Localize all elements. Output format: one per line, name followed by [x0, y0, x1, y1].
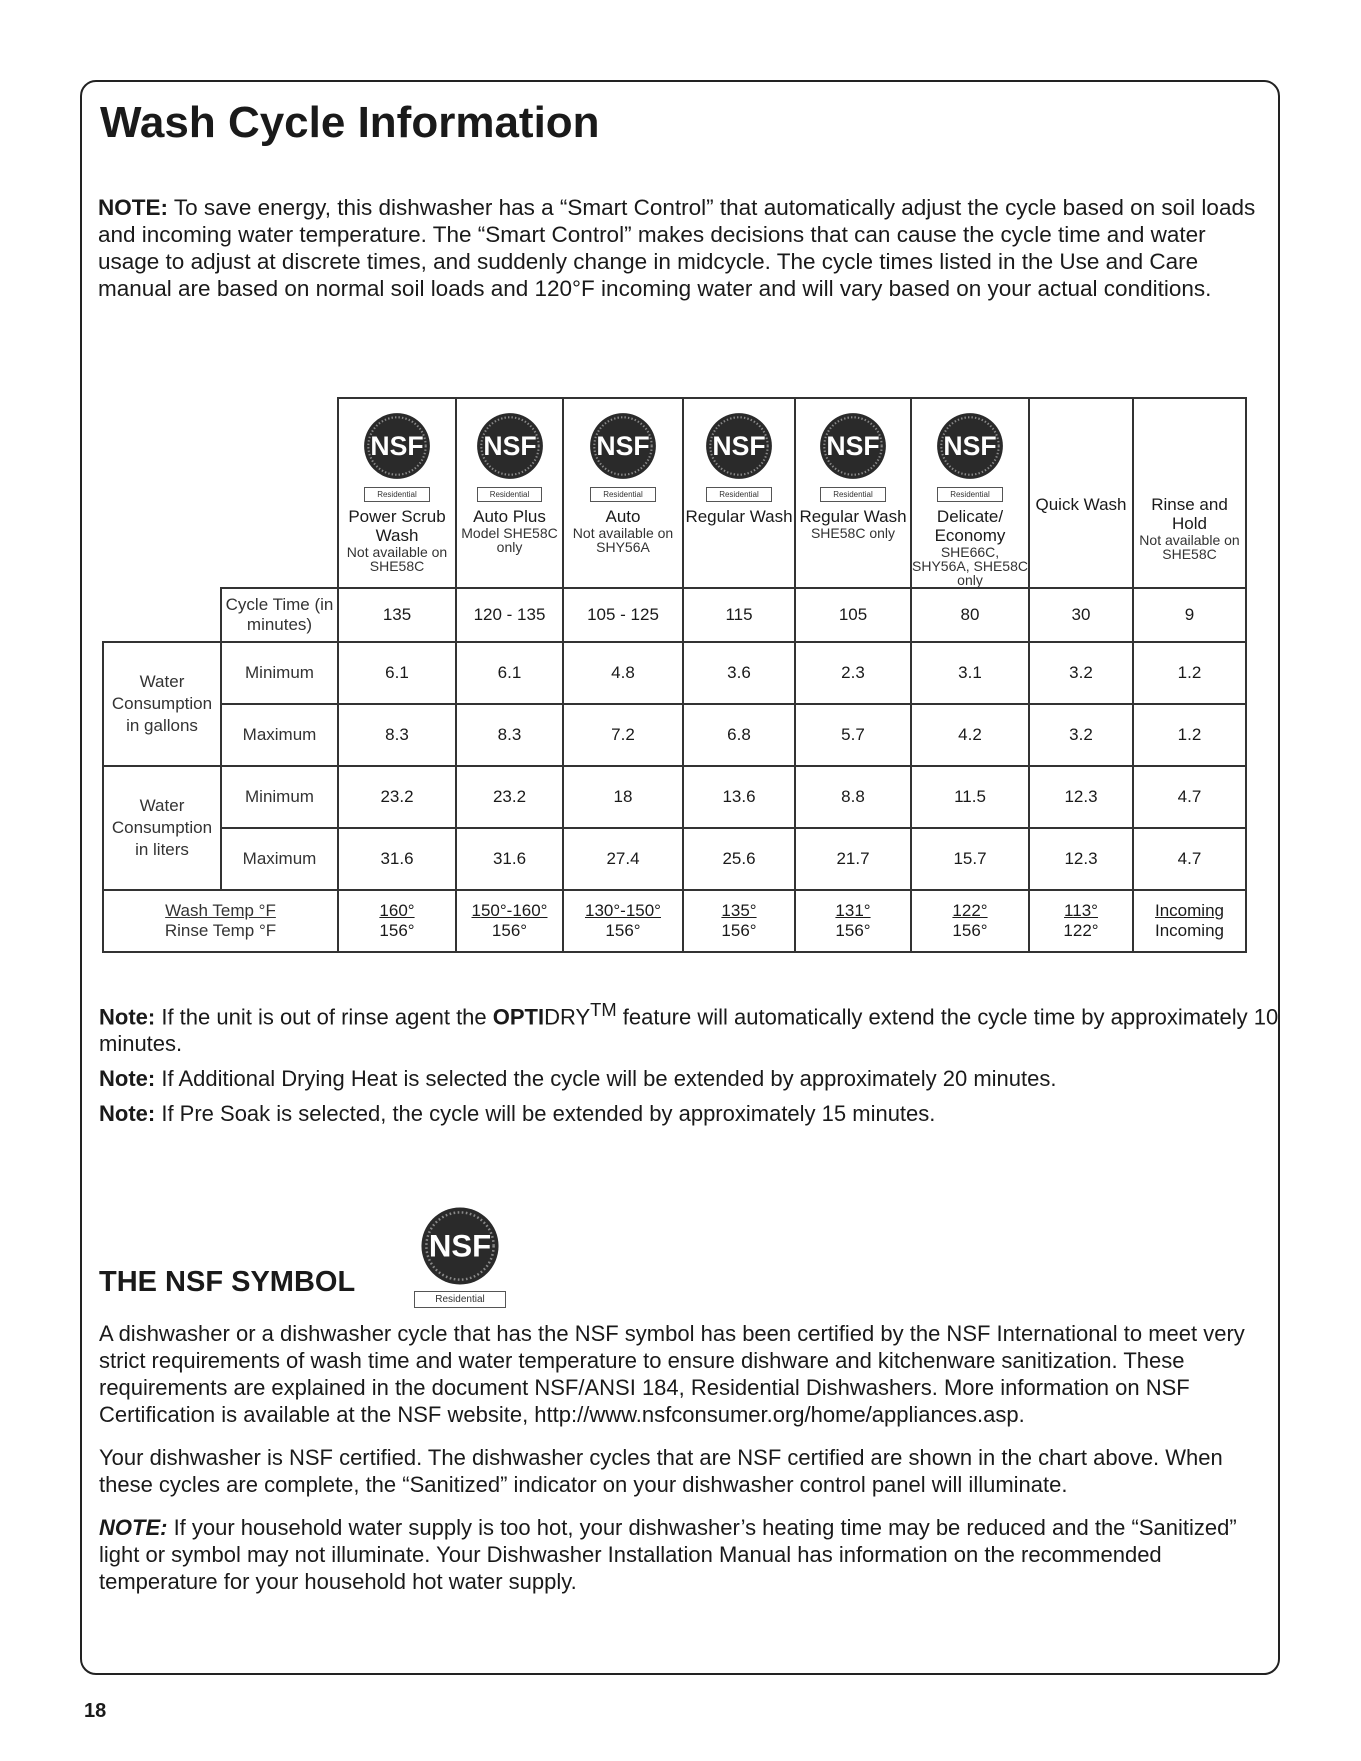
- liters-max-row: [103, 828, 1246, 890]
- gallons-min-cell: 3.6: [683, 642, 795, 704]
- wash-cycle-table: [102, 397, 1247, 953]
- cycle-header: [795, 398, 911, 588]
- svg-text:NSF: NSF: [596, 431, 650, 462]
- nsf-symbol-logo: [405, 1205, 515, 1308]
- gallons-min-cell: 2.3: [795, 642, 911, 704]
- liters-min-cell: 11.5: [911, 766, 1029, 828]
- trademark: TM: [590, 999, 617, 1020]
- cycle-notes: [99, 996, 1279, 1135]
- liters-min-cell: 23.2: [456, 766, 563, 828]
- svg-text:NSF: NSF: [370, 431, 424, 462]
- liters-min-row: [103, 766, 1246, 828]
- nsf-badge-icon: [588, 411, 658, 481]
- liters-min-cell: 12.3: [1029, 766, 1133, 828]
- optidry-brand: OPTI: [492, 1004, 545, 1030]
- cycle-time-cell: 30: [1029, 588, 1133, 642]
- gallons-max-cell: 1.2: [1133, 704, 1246, 766]
- residential-label: Residential: [937, 487, 1003, 502]
- gallons-min-cell: 3.1: [911, 642, 1029, 704]
- liters-max-cell: 4.7: [1133, 828, 1246, 890]
- minimum-label: Minimum: [221, 642, 338, 704]
- liters-max-cell: 31.6: [456, 828, 563, 890]
- residential-label: Residential: [364, 487, 430, 502]
- liters-max-cell: 25.6: [683, 828, 795, 890]
- residential-label: Residential: [414, 1291, 505, 1308]
- gallons-max-row: [103, 704, 1246, 766]
- page-title: Wash Cycle Information: [100, 98, 600, 147]
- cycle-name: Quick Wash: [1035, 495, 1127, 514]
- cycle-name: Auto Plus: [473, 507, 546, 526]
- temperature-cell: [683, 890, 795, 952]
- liters-max-cell: 27.4: [563, 828, 683, 890]
- rinse-temp-value: 156°: [379, 921, 415, 940]
- water-liters-label: Water Consumption in liters: [103, 766, 221, 890]
- note-label: Note:: [99, 1101, 156, 1127]
- rinse-temp-value: 156°: [605, 921, 641, 940]
- svg-text:NSF: NSF: [482, 431, 537, 462]
- nsf-note: NOTE: If your household water supply is too hot, your dishwasher’s heating time may be reduced and the “Sanitized” light or symbol may not illuminate. Your Dishwasher Installation Manual has information on the recommended temperature for your household hot water supply.: [99, 1515, 1237, 1594]
- wash-temp-value: 160°: [379, 901, 415, 920]
- cycle-header: [456, 398, 563, 588]
- cycle-time-label: Cycle Time (in minutes): [221, 588, 338, 642]
- wash-temp-value: 131°: [835, 901, 871, 920]
- rinse-temp-value: 156°: [721, 921, 757, 940]
- nsf-badge-icon: [475, 411, 545, 481]
- cycle-time-cell: 115: [683, 588, 795, 642]
- cycle-availability: Not available on SHE58C: [1139, 532, 1240, 562]
- note-pre-soak: Note: If Pre Soak is selected, the cycle will be extended by approximately 15 minutes.: [99, 1101, 936, 1127]
- smart-control-note: [98, 194, 1268, 302]
- cycle-availability: Not available on SHY56A: [572, 525, 674, 555]
- cycle-availability: SHE58C only: [810, 525, 896, 541]
- temperature-label: [103, 890, 338, 952]
- nsf-badge-icon: [362, 411, 432, 481]
- cycle-header: [911, 398, 1029, 588]
- gallons-max-cell: 3.2: [1029, 704, 1133, 766]
- water-gallons-label: Water Consumption in gallons: [103, 642, 221, 766]
- gallons-min-cell: 4.8: [563, 642, 683, 704]
- cycle-name: Rinse and Hold: [1151, 495, 1228, 533]
- cycle-header: [683, 398, 795, 588]
- wash-temp-value: 113°: [1064, 901, 1098, 920]
- cycle-header: [338, 398, 456, 588]
- nsf-badge-icon: [935, 411, 1005, 481]
- temperature-cell: [1133, 890, 1246, 952]
- temperature-cell: [338, 890, 456, 952]
- cycle-header: [563, 398, 683, 588]
- liters-max-cell: 15.7: [911, 828, 1029, 890]
- cycle-availability: SHE66C, SHY56A, SHE58C only: [912, 544, 1028, 588]
- liters-max-cell: 31.6: [338, 828, 456, 890]
- nsf-description: [99, 1320, 1269, 1611]
- nsf-badge-icon: [818, 411, 888, 481]
- nsf-paragraph: Your dishwasher is NSF certified. The dishwasher cycles that are NSF certified are shown in the chart above. When these cycles are complete, the “Sanitized” indicator on your dishwasher control panel will illuminate.: [99, 1445, 1223, 1497]
- cycle-header: [1133, 398, 1246, 588]
- residential-label: Residential: [706, 487, 772, 502]
- note-label: NOTE:: [99, 1515, 168, 1540]
- gallons-min-cell: 6.1: [456, 642, 563, 704]
- cycle-time-cell: 120 - 135: [456, 588, 563, 642]
- note-label: Note:: [99, 1004, 156, 1030]
- cycle-name: Delicate/ Economy: [934, 507, 1006, 545]
- rinse-temp-value: 156°: [835, 921, 871, 940]
- cycle-name: Power Scrub Wash: [348, 507, 446, 545]
- header-row: [103, 398, 1246, 588]
- note-drying-heat: Note: If Additional Drying Heat is selected the cycle will be extended by approximately 20 minutes.: [99, 1066, 1057, 1092]
- gallons-min-cell: 1.2: [1133, 642, 1246, 704]
- temperature-row: [103, 890, 1246, 952]
- gallons-max-cell: 8.3: [456, 704, 563, 766]
- nsf-symbol-heading: THE NSF SYMBOL: [99, 1266, 356, 1298]
- minimum-label: Minimum: [221, 766, 338, 828]
- gallons-max-cell: 6.8: [683, 704, 795, 766]
- nsf-badge-icon: [419, 1205, 501, 1287]
- rinse-temp-value: 122°: [1063, 921, 1099, 940]
- maximum-label: Maximum: [221, 704, 338, 766]
- cycle-availability: Model SHE58C only: [461, 525, 558, 555]
- rinse-temp-value: 156°: [952, 921, 988, 940]
- wash-temp-value: 130°-150°: [585, 901, 661, 920]
- cycle-time-cell: 80: [911, 588, 1029, 642]
- liters-min-cell: 8.8: [795, 766, 911, 828]
- cycle-time-cell: 9: [1133, 588, 1246, 642]
- gallons-min-cell: 3.2: [1029, 642, 1133, 704]
- residential-label: Residential: [820, 487, 886, 502]
- cycle-time-cell: 105: [795, 588, 911, 642]
- liters-max-cell: 12.3: [1029, 828, 1133, 890]
- nsf-badge-icon: [704, 411, 774, 481]
- maximum-label: Maximum: [221, 828, 338, 890]
- wash-temp-value: Incoming: [1155, 901, 1224, 920]
- cycle-time-cell: 105 - 125: [563, 588, 683, 642]
- temperature-cell: [795, 890, 911, 952]
- temperature-cell: [563, 890, 683, 952]
- wash-temp-value: 150°-160°: [471, 901, 548, 920]
- note-label: Note:: [99, 1066, 156, 1092]
- liters-max-cell: 21.7: [795, 828, 911, 890]
- nsf-paragraph: A dishwasher or a dishwasher cycle that has the NSF symbol has been certified by the NSF International to meet very strict requirements of wash time and water temperature to ensure dishware and kitchenware sanitization. These requirements are explained in the document NSF/ANSI 184, Residential Dishwashers. More information on NSF Certification is available at the NSF website, http://www.nsfconsumer.org/home/appliances.asp.: [99, 1321, 1245, 1427]
- liters-min-cell: 18: [563, 766, 683, 828]
- cycle-name: Auto: [605, 507, 641, 526]
- note-label: NOTE:: [98, 195, 168, 220]
- liters-min-cell: 23.2: [338, 766, 456, 828]
- svg-text:NSF: NSF: [428, 1228, 492, 1264]
- cycle-availability: Not available on SHE58C: [346, 544, 448, 574]
- wash-temp-value: 122°: [952, 901, 988, 920]
- svg-text:NSF: NSF: [826, 431, 880, 462]
- rinse-temp-label: Rinse Temp °F: [164, 921, 277, 940]
- svg-text:NSF: NSF: [712, 431, 766, 462]
- rinse-temp-value: 156°: [491, 921, 528, 940]
- temperature-cell: [456, 890, 563, 952]
- liters-min-cell: 4.7: [1133, 766, 1246, 828]
- note-optidry: Note: If the unit is out of rinse agent the OPTIDRY™ feature will automatically extend the cycle time by approximately 10 minutes.: [99, 999, 1279, 1057]
- gallons-max-cell: 8.3: [338, 704, 456, 766]
- cycle-name: Regular Wash: [685, 507, 793, 526]
- temperature-cell: [911, 890, 1029, 952]
- cycle-time-cell: 135: [338, 588, 456, 642]
- gallons-max-cell: 7.2: [563, 704, 683, 766]
- cycle-header: [1029, 398, 1133, 588]
- cycle-name: Regular Wash: [799, 507, 907, 526]
- liters-min-cell: 13.6: [683, 766, 795, 828]
- gallons-max-cell: 5.7: [795, 704, 911, 766]
- page-number: 18: [84, 1700, 107, 1722]
- wash-temp-value: 135°: [721, 901, 757, 920]
- cycle-time-row: [103, 588, 1246, 642]
- gallons-min-row: [103, 642, 1246, 704]
- note-text: To save energy, this dishwasher has a “Smart Control” that automatically adjust the cycle based on soil loads and incoming water temperature. The “Smart Control” makes decisions that can cause the cycle time and water usage to adjust at discrete times, and suddenly change in midcycle. The cycle times listed in the Use and Care manual are based on normal soil loads and 120°F incoming water and will vary based on your actual conditions.: [98, 195, 1256, 301]
- temperature-cell: [1029, 890, 1133, 952]
- rinse-temp-value: Incoming: [1155, 921, 1224, 940]
- residential-label: Residential: [590, 487, 656, 502]
- svg-text:NSF: NSF: [943, 431, 997, 462]
- gallons-min-cell: 6.1: [338, 642, 456, 704]
- residential-label: Residential: [477, 487, 543, 502]
- gallons-max-cell: 4.2: [911, 704, 1029, 766]
- wash-temp-label: Wash Temp °F: [165, 901, 276, 920]
